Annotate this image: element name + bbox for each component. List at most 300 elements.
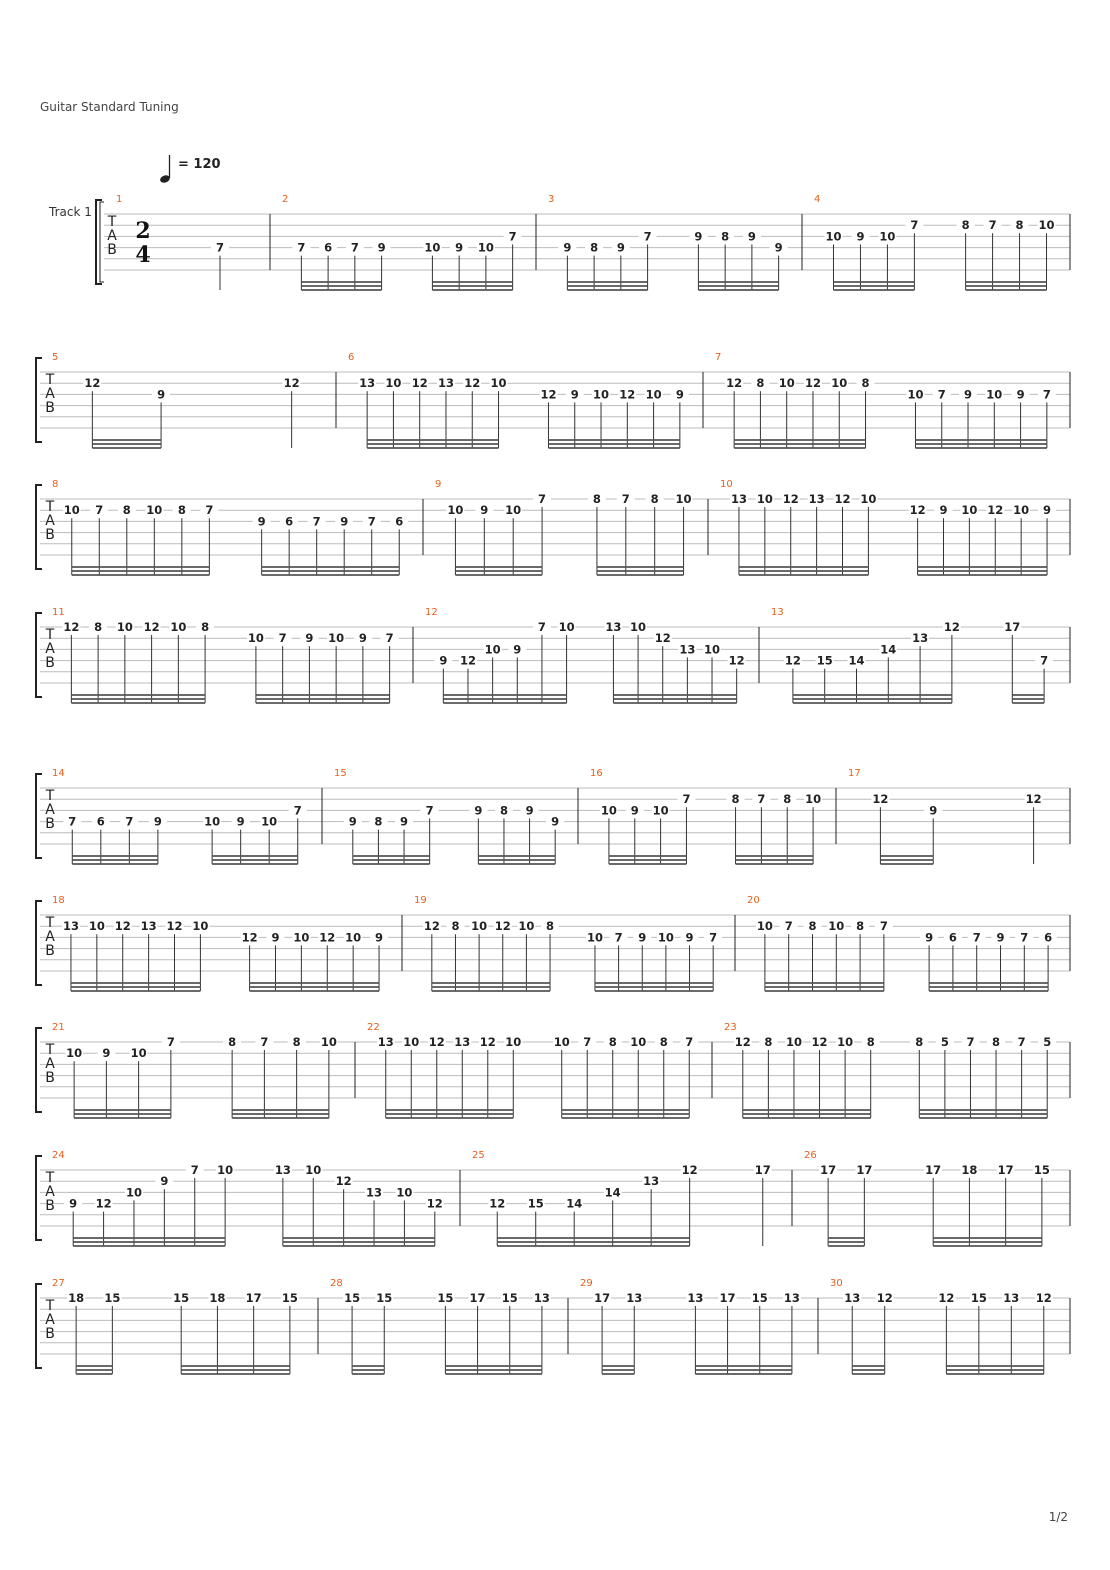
fret-number: 9 xyxy=(929,803,938,818)
fret-number: 17 xyxy=(856,1163,873,1177)
fret-number: 17 xyxy=(719,1291,736,1305)
fret-number: 10 xyxy=(66,1046,83,1061)
fret-number: 9 xyxy=(616,240,625,255)
fret-number: 10 xyxy=(860,492,877,506)
fret-number: 10 xyxy=(63,503,80,518)
fret-number: 12 xyxy=(95,1196,112,1211)
fret-number: 8 xyxy=(731,792,740,807)
fret-number: 10 xyxy=(518,919,535,934)
fret-number: 9 xyxy=(377,240,386,255)
fret-number: 14 xyxy=(604,1185,621,1200)
fret-number: 8 xyxy=(592,492,601,506)
time-signature-bottom: 4 xyxy=(135,242,151,268)
measure-number: 4 xyxy=(814,194,821,205)
measure-number: 11 xyxy=(52,607,65,618)
fret-number: 10 xyxy=(345,930,362,945)
system-bracket xyxy=(36,613,42,697)
fret-number: 7 xyxy=(643,229,652,244)
fret-number: 10 xyxy=(396,1185,413,1200)
tab-clef-letter: B xyxy=(45,527,55,543)
fret-number: 12 xyxy=(938,1291,955,1305)
fret-number: 10 xyxy=(831,376,848,391)
fret-number: 9 xyxy=(153,814,162,829)
fret-number: 15 xyxy=(751,1291,768,1305)
tab-clef-letter: A xyxy=(45,802,55,818)
fret-number: 14 xyxy=(848,653,865,668)
fret-number: 15 xyxy=(527,1196,544,1211)
fret-number: 7 xyxy=(215,240,225,255)
fret-number: 10 xyxy=(907,387,924,402)
fret-number: 13 xyxy=(533,1291,550,1305)
fret-number: 12 xyxy=(909,503,926,518)
fret-number: 18 xyxy=(209,1291,226,1305)
tab-clef-letter: T xyxy=(45,1170,55,1186)
fret-number: 9 xyxy=(102,1046,111,1061)
fret-number: 6 xyxy=(948,930,957,945)
fret-number: 13 xyxy=(62,919,79,934)
fret-number: 10 xyxy=(403,1035,420,1049)
fret-number: 17 xyxy=(245,1291,262,1305)
fret-number: 10 xyxy=(630,1035,647,1049)
fret-number: 9 xyxy=(856,229,865,244)
tab-clef-letter: T xyxy=(45,788,55,804)
measure-number: 1 xyxy=(116,194,123,205)
tab-clef-letter: T xyxy=(45,915,55,931)
system-bracket xyxy=(36,901,42,985)
fret-number: 15 xyxy=(281,1291,298,1305)
fret-number: 9 xyxy=(570,387,579,402)
fret-number: 12 xyxy=(834,492,851,506)
fret-number: 7 xyxy=(278,631,287,646)
fret-number: 9 xyxy=(474,803,483,818)
tab-clef-letter: A xyxy=(45,513,55,529)
time-signature-top: 2 xyxy=(135,218,151,244)
fret-number: 15 xyxy=(501,1291,518,1305)
fret-number: 7 xyxy=(293,803,302,818)
fret-number: 13 xyxy=(366,1185,383,1200)
fret-number: 10 xyxy=(1038,218,1055,233)
fret-number: 13 xyxy=(454,1035,471,1049)
fret-number: 15 xyxy=(376,1291,393,1305)
fret-number: 7 xyxy=(166,1035,175,1049)
measure-number: 23 xyxy=(724,1022,737,1033)
fret-number: 8 xyxy=(499,803,508,818)
fret-number: 9 xyxy=(774,240,783,255)
fret-number: 13 xyxy=(140,919,157,934)
fret-number: 7 xyxy=(988,218,997,233)
fret-number: 7 xyxy=(937,387,946,402)
fret-number: 12 xyxy=(540,387,557,402)
fret-number: 7 xyxy=(190,1163,199,1177)
fret-number: 7 xyxy=(614,930,623,945)
fret-number: 18 xyxy=(68,1291,85,1305)
fret-number: 6 xyxy=(324,240,333,255)
fret-number: 12 xyxy=(411,376,428,391)
fret-number: 10 xyxy=(88,919,105,934)
fret-number: 12 xyxy=(241,930,258,945)
fret-number: 9 xyxy=(439,653,448,668)
fret-number: 7 xyxy=(972,930,981,945)
tab-clef-letter: T xyxy=(45,499,55,515)
fret-number: 10 xyxy=(652,803,669,818)
fret-number: 15 xyxy=(816,653,833,668)
fret-number: 10 xyxy=(600,803,617,818)
fret-number: 12 xyxy=(426,1196,443,1211)
fret-number: 13 xyxy=(912,631,929,646)
fret-number: 18 xyxy=(961,1163,978,1177)
tab-clef-letter: A xyxy=(45,641,55,657)
fret-number: 9 xyxy=(747,229,756,244)
fret-number: 9 xyxy=(996,930,1005,945)
fret-number: 10 xyxy=(424,240,441,255)
tab-clef-letter: B xyxy=(45,1198,55,1214)
fret-number: 8 xyxy=(756,376,765,391)
fret-number: 12 xyxy=(804,376,821,391)
fret-number: 10 xyxy=(217,1163,234,1177)
fret-number: 10 xyxy=(986,387,1003,402)
fret-number: 12 xyxy=(734,1035,751,1049)
fret-number: 7 xyxy=(95,503,104,518)
tab-clef-letter: B xyxy=(45,655,55,671)
fret-number: 7 xyxy=(682,792,691,807)
tuning-label: Guitar Standard Tuning xyxy=(40,100,179,114)
fret-number: 9 xyxy=(925,930,934,945)
fret-number: 10 xyxy=(756,919,773,934)
fret-number: 10 xyxy=(805,792,822,807)
fret-number: 10 xyxy=(961,503,978,518)
fret-number: 7 xyxy=(621,492,630,506)
fret-number: 12 xyxy=(494,919,511,934)
fret-number: 10 xyxy=(320,1035,337,1049)
fret-number: 8 xyxy=(992,1035,1001,1049)
fret-number: 10 xyxy=(484,642,501,657)
fret-number: 6 xyxy=(1044,930,1053,945)
tab-clef-letter: B xyxy=(45,1070,55,1086)
fret-number: 10 xyxy=(505,503,522,518)
fret-number: 15 xyxy=(344,1291,361,1305)
fret-number: 9 xyxy=(1043,503,1052,518)
fret-number: 9 xyxy=(1016,387,1025,402)
fret-number: 7 xyxy=(910,218,919,233)
fret-number: 8 xyxy=(915,1035,924,1049)
fret-number: 9 xyxy=(236,814,245,829)
fret-number: 8 xyxy=(228,1035,237,1049)
fret-number: 7 xyxy=(784,919,793,934)
fret-number: 10 xyxy=(785,1035,802,1049)
fret-number: 12 xyxy=(681,1163,698,1177)
measure-number: 10 xyxy=(720,479,733,490)
fret-number: 9 xyxy=(563,240,572,255)
system-bracket xyxy=(36,1284,42,1368)
tab-clef-letter: A xyxy=(45,1184,55,1200)
fret-number: 8 xyxy=(122,503,131,518)
fret-number: 9 xyxy=(638,930,647,945)
fret-number: 8 xyxy=(764,1035,773,1049)
fret-number: 17 xyxy=(997,1163,1014,1177)
fret-number: 9 xyxy=(348,814,357,829)
fret-number: 8 xyxy=(783,792,792,807)
fret-number: 12 xyxy=(84,376,101,391)
fret-number: 15 xyxy=(1033,1163,1050,1177)
fret-number: 12 xyxy=(143,620,160,634)
fret-number: 9 xyxy=(69,1196,78,1211)
fret-number: 10 xyxy=(192,919,209,934)
fret-number: 10 xyxy=(305,1163,322,1177)
measure-number: 22 xyxy=(367,1022,380,1033)
fret-number: 13 xyxy=(783,1291,800,1305)
fret-number: 12 xyxy=(464,376,481,391)
fret-number: 14 xyxy=(880,642,897,657)
tab-clef-letter: B xyxy=(45,1326,55,1342)
fret-number: 15 xyxy=(437,1291,454,1305)
fret-number: 7 xyxy=(350,240,359,255)
fret-number: 10 xyxy=(328,631,345,646)
measure-number: 3 xyxy=(548,194,555,205)
measure-number: 27 xyxy=(52,1278,65,1289)
fret-number: 12 xyxy=(876,1291,893,1305)
fret-number: 10 xyxy=(756,492,773,506)
fret-number: 8 xyxy=(808,919,817,934)
measure-number: 30 xyxy=(830,1278,843,1289)
fret-number: 6 xyxy=(96,814,105,829)
fret-number: 9 xyxy=(513,642,522,657)
fret-number: 9 xyxy=(939,503,948,518)
fret-number: 7 xyxy=(879,919,888,934)
fret-number: 10 xyxy=(553,1035,570,1049)
fret-number: 10 xyxy=(657,930,674,945)
measure-number: 20 xyxy=(747,895,760,906)
fret-number: 9 xyxy=(685,930,694,945)
fret-number: 5 xyxy=(1043,1035,1052,1049)
fret-number: 15 xyxy=(104,1291,121,1305)
fret-number: 9 xyxy=(964,387,973,402)
tab-clef-letter: T xyxy=(45,1042,55,1058)
fret-number: 13 xyxy=(643,1174,660,1189)
fret-number: 7 xyxy=(1020,930,1029,945)
measure-number: 2 xyxy=(282,194,289,205)
measure-number: 17 xyxy=(848,768,861,779)
fret-number: 12 xyxy=(784,653,801,668)
fret-number: 17 xyxy=(754,1163,771,1177)
fret-number: 7 xyxy=(205,503,214,518)
tab-clef-letter: T xyxy=(107,214,117,230)
measure-number: 14 xyxy=(52,768,65,779)
fret-number: 12 xyxy=(1035,1291,1052,1305)
fret-number: 13 xyxy=(730,492,747,506)
fret-number: 10 xyxy=(828,919,845,934)
fret-number: 12 xyxy=(459,653,476,668)
fret-number: 9 xyxy=(157,387,166,402)
fret-number: 12 xyxy=(654,631,671,646)
fret-number: 13 xyxy=(626,1291,643,1305)
fret-number: 8 xyxy=(94,620,103,634)
fret-number: 7 xyxy=(425,803,434,818)
fret-number: 7 xyxy=(125,814,134,829)
fret-number: 10 xyxy=(247,631,264,646)
fret-number: 10 xyxy=(447,503,464,518)
fret-number: 12 xyxy=(811,1035,828,1049)
measure-number: 25 xyxy=(472,1150,485,1161)
fret-number: 7 xyxy=(312,514,321,529)
fret-number: 7 xyxy=(1017,1035,1026,1049)
fret-number: 12 xyxy=(428,1035,445,1049)
measure-number: 8 xyxy=(52,479,59,490)
fret-number: 9 xyxy=(305,631,314,646)
fret-number: 9 xyxy=(480,503,489,518)
fret-number: 10 xyxy=(471,919,488,934)
tab-clef-letter: A xyxy=(107,228,117,244)
fret-number: 8 xyxy=(1015,218,1024,233)
fret-number: 7 xyxy=(260,1035,269,1049)
fret-number: 10 xyxy=(778,376,795,391)
fret-number: 9 xyxy=(340,514,349,529)
fret-number: 10 xyxy=(675,492,692,506)
fret-number: 10 xyxy=(558,620,575,634)
fret-number: 10 xyxy=(630,620,647,634)
fret-number: 7 xyxy=(68,814,77,829)
fret-number: 8 xyxy=(856,919,865,934)
fret-number: 10 xyxy=(204,814,221,829)
system-bracket xyxy=(36,1028,42,1112)
fret-number: 7 xyxy=(367,514,376,529)
tab-clef-letter: B xyxy=(45,400,55,416)
fret-number: 7 xyxy=(1040,653,1049,668)
fret-number: 6 xyxy=(395,514,404,529)
tab-clef-letter: T xyxy=(45,372,55,388)
fret-number: 13 xyxy=(359,376,376,391)
fret-number: 7 xyxy=(966,1035,975,1049)
measure-number: 12 xyxy=(425,607,438,618)
measure-number: 5 xyxy=(52,352,59,363)
fret-number: 10 xyxy=(593,387,610,402)
fret-number: 17 xyxy=(1004,620,1021,634)
fret-number: 10 xyxy=(837,1035,854,1049)
fret-number: 7 xyxy=(508,229,517,244)
fret-number: 10 xyxy=(261,814,278,829)
fret-number: 9 xyxy=(358,631,367,646)
fret-number: 17 xyxy=(469,1291,486,1305)
tempo-value: = 120 xyxy=(178,157,221,172)
fret-number: 10 xyxy=(505,1035,522,1049)
measure-number: 18 xyxy=(52,895,65,906)
fret-number: 12 xyxy=(726,376,743,391)
fret-number: 8 xyxy=(659,1035,668,1049)
fret-number: 10 xyxy=(170,620,187,634)
fret-number: 5 xyxy=(940,1035,949,1049)
fret-number: 10 xyxy=(477,240,494,255)
fret-number: 12 xyxy=(166,919,183,934)
fret-number: 12 xyxy=(63,620,80,634)
tab-clef-letter: B xyxy=(107,242,117,258)
fret-number: 8 xyxy=(201,620,210,634)
fret-number: 9 xyxy=(694,229,703,244)
fret-number: 8 xyxy=(374,814,383,829)
fret-number: 7 xyxy=(709,930,718,945)
measure-number: 9 xyxy=(435,479,442,490)
measure-number: 6 xyxy=(348,352,355,363)
fret-number: 13 xyxy=(687,1291,704,1305)
fret-number: 6 xyxy=(285,514,294,529)
fret-number: 17 xyxy=(820,1163,837,1177)
measure-number: 19 xyxy=(414,895,427,906)
measure-number: 15 xyxy=(334,768,347,779)
tab-clef-letter: A xyxy=(45,386,55,402)
fret-number: 9 xyxy=(271,930,280,945)
fret-number: 7 xyxy=(685,1035,694,1049)
fret-number: 17 xyxy=(925,1163,942,1177)
fret-number: 12 xyxy=(335,1174,352,1189)
fret-number: 13 xyxy=(679,642,696,657)
fret-number: 12 xyxy=(782,492,799,506)
fret-number: 13 xyxy=(437,376,454,391)
fret-number: 8 xyxy=(861,376,870,391)
fret-number: 12 xyxy=(728,653,745,668)
fret-number: 7 xyxy=(538,492,547,506)
fret-number: 12 xyxy=(319,930,336,945)
fret-number: 10 xyxy=(825,229,842,244)
fret-number: 10 xyxy=(704,642,721,657)
fret-number: 14 xyxy=(566,1196,583,1211)
tab-clef-letter: T xyxy=(45,1298,55,1314)
fret-number: 10 xyxy=(586,930,603,945)
fret-number: 15 xyxy=(173,1291,190,1305)
fret-number: 7 xyxy=(757,792,766,807)
fret-number: 9 xyxy=(375,930,384,945)
measure-number: 24 xyxy=(52,1150,65,1161)
fret-number: 12 xyxy=(943,620,960,634)
fret-number: 10 xyxy=(130,1046,147,1061)
fret-number: 10 xyxy=(116,620,133,634)
fret-number: 10 xyxy=(293,930,310,945)
fret-number: 9 xyxy=(257,514,266,529)
fret-number: 12 xyxy=(423,919,440,934)
measure-number: 26 xyxy=(804,1150,817,1161)
fret-number: 8 xyxy=(451,919,460,934)
tab-clef-letter: A xyxy=(45,929,55,945)
measure-number: 16 xyxy=(590,768,603,779)
system-bracket xyxy=(36,358,42,442)
fret-number: 8 xyxy=(721,229,730,244)
fret-number: 8 xyxy=(608,1035,617,1049)
fret-number: 12 xyxy=(987,503,1004,518)
tab-clef-letter: B xyxy=(45,943,55,959)
fret-number: 8 xyxy=(650,492,659,506)
measure-number: 29 xyxy=(580,1278,593,1289)
fret-number: 10 xyxy=(385,376,402,391)
fret-number: 7 xyxy=(297,240,306,255)
fret-number: 7 xyxy=(537,620,546,634)
fret-number: 9 xyxy=(400,814,409,829)
fret-number: 10 xyxy=(879,229,896,244)
fret-number: 8 xyxy=(292,1035,301,1049)
fret-number: 10 xyxy=(1013,503,1030,518)
fret-number: 12 xyxy=(489,1196,506,1211)
fret-number: 12 xyxy=(1025,792,1042,807)
fret-number: 9 xyxy=(551,814,560,829)
fret-number: 9 xyxy=(455,240,464,255)
measure-number: 21 xyxy=(52,1022,65,1033)
fret-number: 10 xyxy=(645,387,662,402)
tab-clef-letter: A xyxy=(45,1056,55,1072)
fret-number: 8 xyxy=(866,1035,875,1049)
fret-number: 8 xyxy=(546,919,555,934)
system-bracket xyxy=(36,485,42,569)
system-bracket xyxy=(36,774,42,858)
fret-number: 8 xyxy=(590,240,599,255)
fret-number: 12 xyxy=(114,919,131,934)
system-bracket-inner xyxy=(100,202,104,282)
fret-number: 7 xyxy=(1042,387,1051,402)
